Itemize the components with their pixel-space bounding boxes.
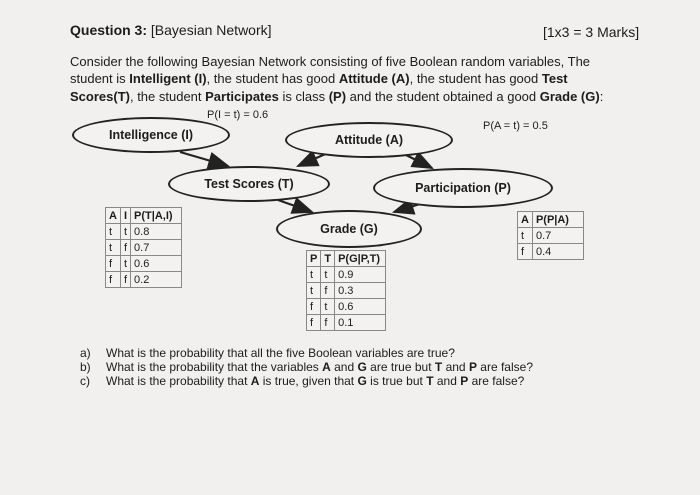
prior-attitude: P(A = t) = 0.5 (483, 120, 548, 132)
table-row: f f 0.2 (106, 272, 182, 288)
marks-label: [1x3 = 3 Marks] (543, 24, 640, 40)
edge-intelligence-testscores (180, 152, 228, 166)
prior-intelligence: P(I = t) = 0.6 (207, 109, 269, 121)
table-row: t t 0.9 (307, 267, 386, 283)
table-row: t t 0.8 (106, 224, 182, 240)
intro-line-3: Scores(T), the student Participates is class (P) and the student obtained a good Grade (G): (70, 89, 604, 104)
question-c: c) What is the probability that A is true, given that G is true but T and P are false? (80, 374, 525, 388)
table-row: t 0.7 (518, 228, 584, 244)
cpt-participation (517, 211, 584, 260)
node-grade: Grade (G) (276, 210, 422, 248)
node-attitude: Attitude (A) (285, 122, 453, 158)
question-b: b) What is the probability that the variables A and G are true but T and P are false? (80, 360, 533, 374)
table-row: f t 0.6 (106, 256, 182, 272)
table-row: t f 0.3 (307, 283, 386, 299)
node-intelligence: Intelligence (I) (72, 117, 230, 153)
table-row: t f 0.7 (106, 240, 182, 256)
table-row: f t 0.6 (307, 299, 386, 315)
cpt-grade (306, 250, 386, 331)
intro-line-2: student is Intelligent (I), the student has good Attitude (A), the student has good Test (70, 71, 568, 86)
question-a: a) What is the probability that all the five Boolean variables are true? (80, 346, 455, 360)
cpt-header-row: A P(P|A) (518, 212, 584, 228)
cpt-header-row: A I P(T|A,I) (106, 208, 182, 224)
node-participation: Participation (P) (373, 168, 553, 208)
cpt-test-scores (105, 207, 182, 288)
intro-line-1: Consider the following Bayesian Network consisting of five Boolean random variables, The (70, 54, 591, 69)
node-test-scores: Test Scores (T) (168, 166, 330, 202)
edge-testscores-grade (278, 200, 312, 212)
table-row: f f 0.1 (307, 315, 386, 331)
cpt-header-row: P T P(G|P,T) (307, 251, 386, 267)
question-label: Question 3: (70, 22, 148, 38)
table-row: f 0.4 (518, 244, 584, 260)
question-topic: [Bayesian Network] (150, 22, 272, 38)
